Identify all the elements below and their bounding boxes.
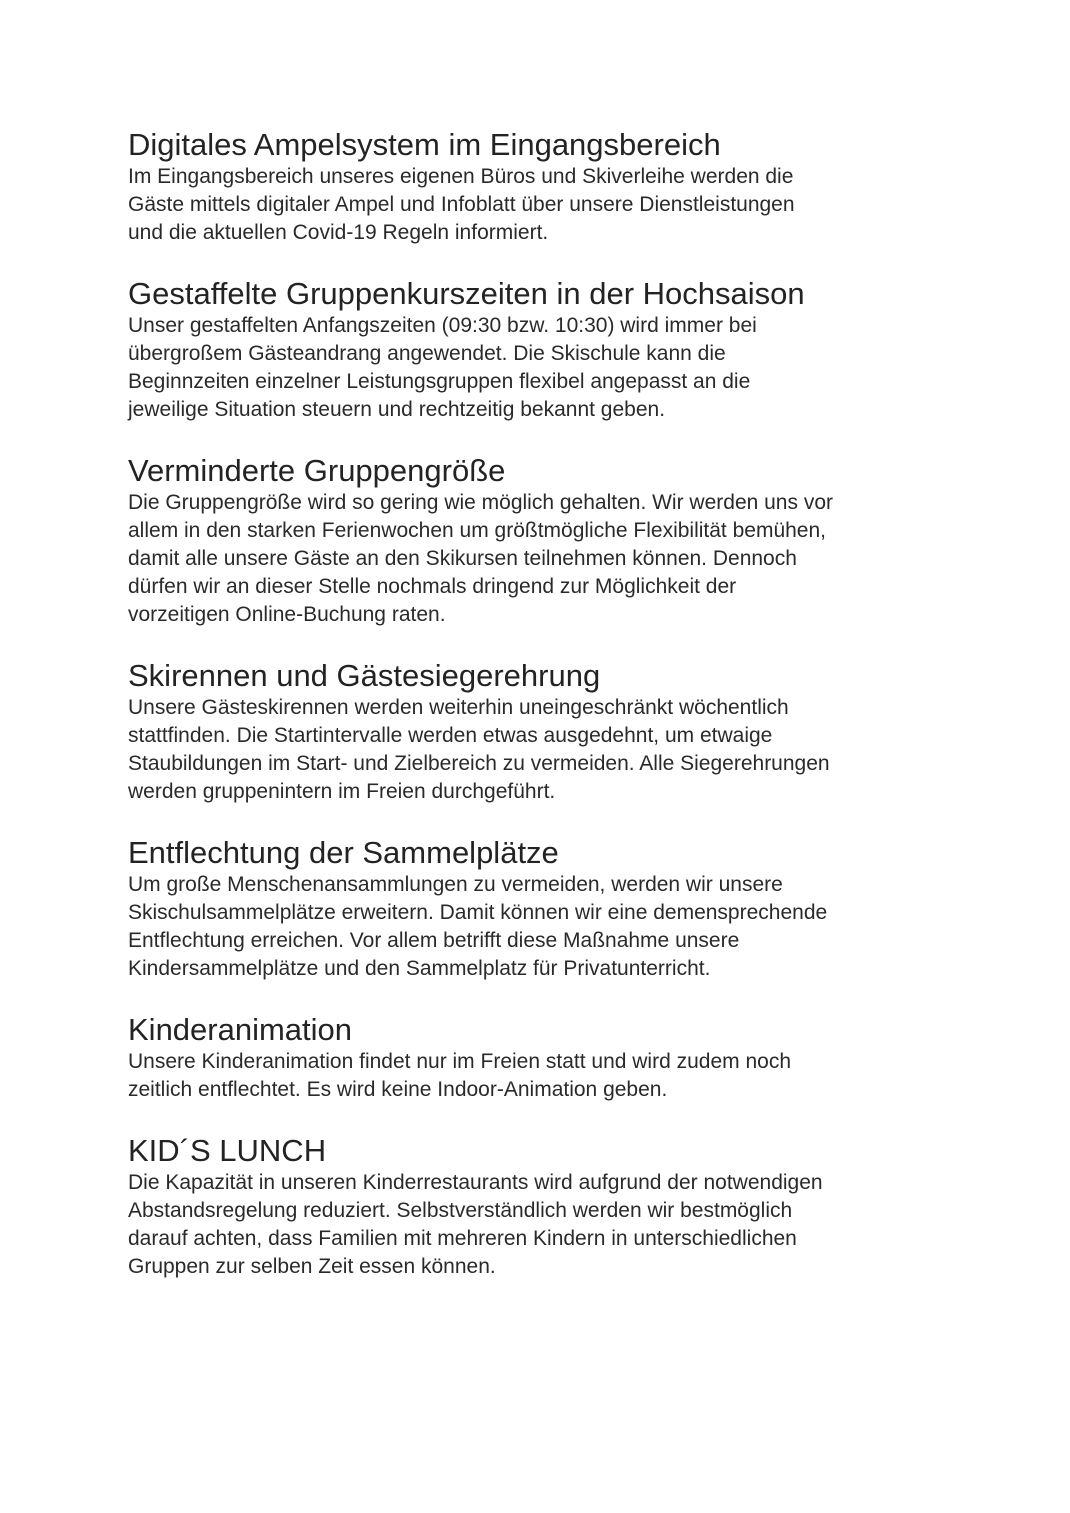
section-ampelsystem xyxy=(128,126,958,247)
section-heading: Skirennen und Gästesiegerehrung xyxy=(128,658,601,693)
section-skirennen xyxy=(128,657,958,806)
section-body: Im Eingangsbereich unseres eigenen Büros und Skiverleihe werden die Gäste mittels digitaler Ampel und Infoblatt über unsere Dienstleistungen und die aktuellen Covid-19 Regeln informiert. xyxy=(128,165,795,244)
section-heading: Kinderanimation xyxy=(128,1012,353,1047)
section-heading: KID´S LUNCH xyxy=(128,1133,327,1168)
section-body: Um große Menschenansammlungen zu vermeiden, werden wir unsere Skischulsammelplätze erweitern. Damit können wir eine demensprechende Entflechtung erreichen. Vor allem betrifft diese Maßnahme unsere Kindersammelplätze und den Sammelplatz für Privatunterricht. xyxy=(128,873,828,980)
section-sammelplaetze xyxy=(128,834,958,983)
section-heading: Entflechtung der Sammelplätze xyxy=(128,835,559,870)
section-heading: Digitales Ampelsystem im Eingangsbereich xyxy=(128,127,721,162)
section-body: Die Gruppengröße wird so gering wie möglich gehalten. Wir werden uns vor allem in den starken Ferienwochen um größtmögliche Flexibilität bemühen, damit alle unsere Gäste an den Skikursen teilnehmen können. Dennoch dürfen wir an dieser Stelle nochmals dringend zur Möglichkeit der vorzeitigen Online-Buchung raten. xyxy=(128,491,833,626)
section-body: Die Kapazität in unseren Kinderrestaurants wird aufgrund der notwendigen Abstandsregelung reduziert. Selbstverständlich werden wir bestmöglich darauf achten, dass Familien mit mehreren Kindern in unterschiedlichen Gruppen zur selben Zeit essen können. xyxy=(128,1171,823,1278)
section-gruppenkurszeiten xyxy=(128,275,958,424)
section-kids-lunch xyxy=(128,1132,958,1281)
section-gruppengroesse xyxy=(128,452,958,629)
section-kinderanimation xyxy=(128,1011,958,1104)
section-body: Unsere Gästeskirennen werden weiterhin uneingeschränkt wöchentlich stattfinden. Die Startintervalle werden etwas ausgedehnt, um etwaige Staubildungen im Start- und Zielbereich zu vermeiden. Alle Siegerehrungen werden gruppenintern im Freien durchgeführt. xyxy=(128,696,830,803)
section-body: Unsere Kinderanimation findet nur im Freien statt und wird zudem noch zeitlich entflechtet. Es wird keine Indoor-Animation geben. xyxy=(128,1050,791,1101)
section-body: Unser gestaffelten Anfangszeiten (09:30 bzw. 10:30) wird immer bei übergroßem Gästeandrang angewendet. Die Skischule kann die Beginnzeiten einzelner Leistungsgruppen flexibel angepasst an die jeweilige Situation steuern und rechtzeitig bekannt geben. xyxy=(128,314,757,421)
section-heading: Gestaffelte Gruppenkurszeiten in der Hochsaison xyxy=(128,276,805,311)
section-heading: Verminderte Gruppengröße xyxy=(128,453,506,488)
document-page xyxy=(128,126,958,1309)
